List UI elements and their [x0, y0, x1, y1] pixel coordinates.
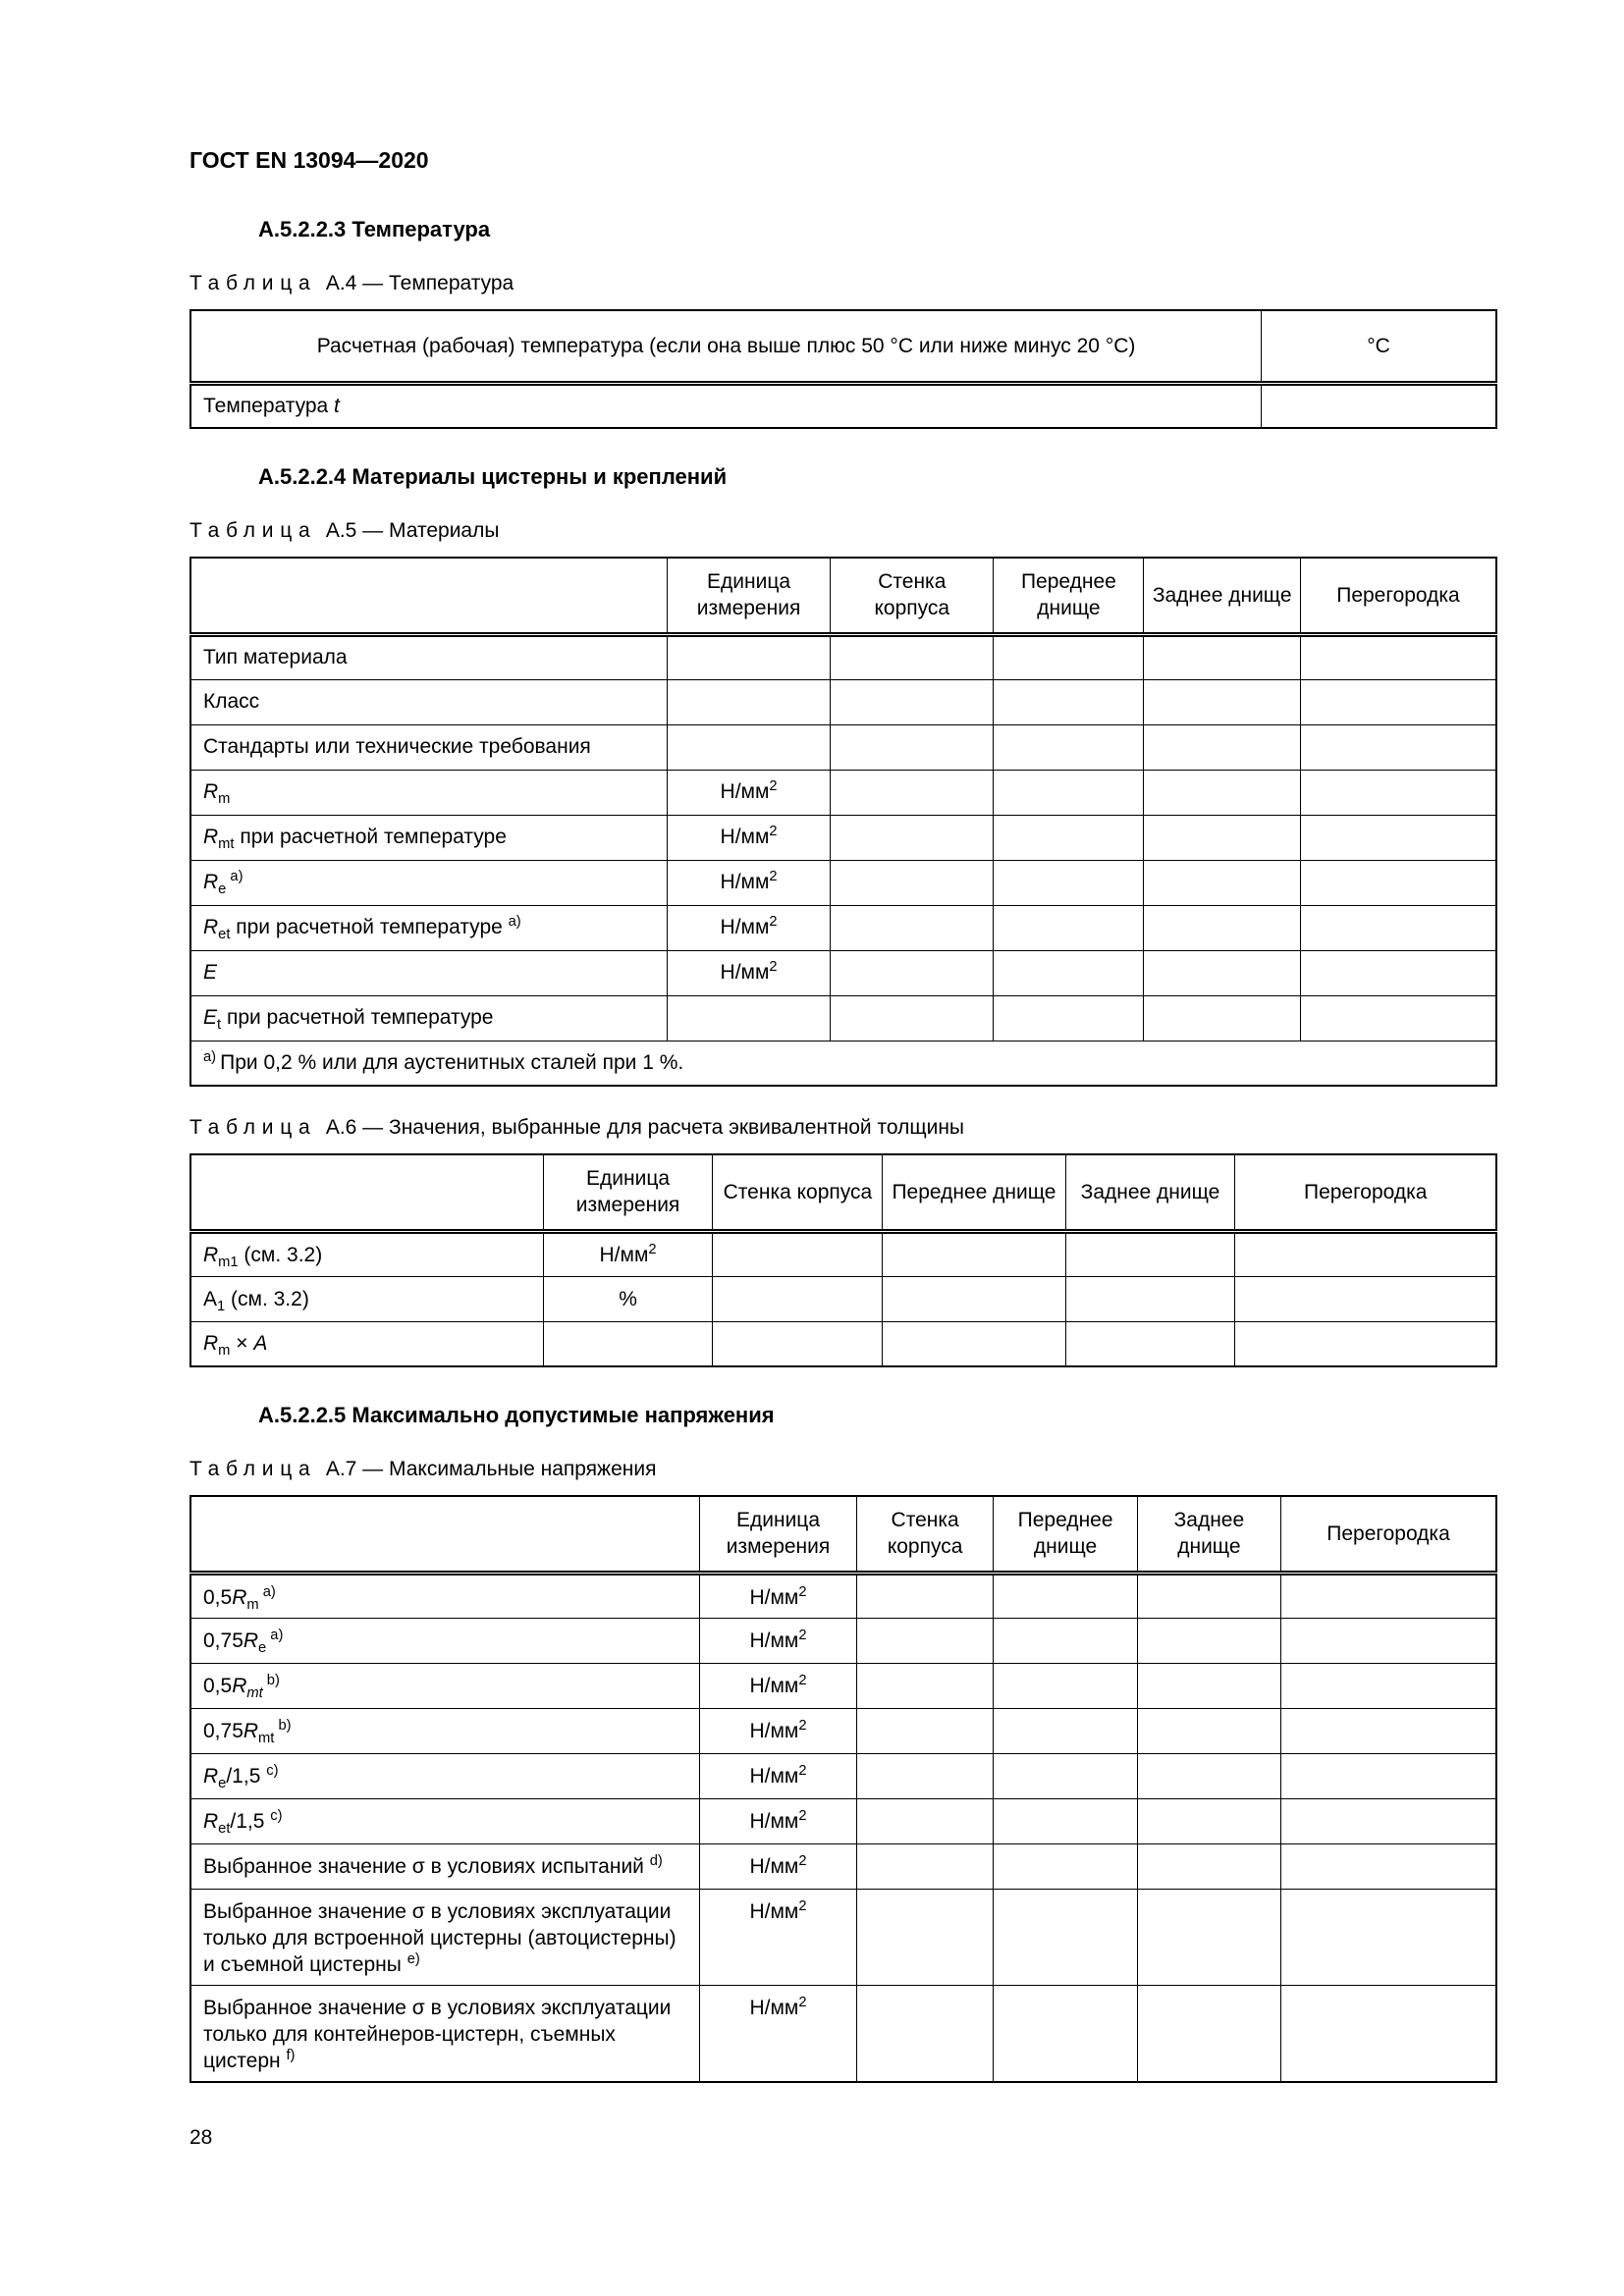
row-unit: $Н/мм^2$: [667, 860, 830, 905]
table-cell-empty: [856, 1708, 994, 1753]
page-number: 28: [189, 2125, 213, 2149]
table-cell-empty: [1137, 1889, 1280, 1985]
row-label: $R_m \times A$: [190, 1321, 543, 1366]
table-row: [190, 950, 1496, 995]
column-header: Перегородка: [1235, 1154, 1496, 1231]
row-unit: [667, 679, 830, 724]
table-cell-empty: [1281, 1985, 1496, 2081]
table-a6-caption: [189, 1116, 1497, 1140]
table-row: [190, 995, 1496, 1041]
table-footnote: $^{a)}$ При 0,2 % или для аустенитных сталей при 1 %.: [190, 1041, 1496, 1086]
row-label: E: [190, 950, 667, 995]
table-row: [190, 1231, 1496, 1276]
table-cell-empty: [1144, 634, 1301, 679]
column-header: Стенка корпуса: [713, 1154, 883, 1231]
table-cell-empty: [994, 634, 1144, 679]
row-label: $R_{m1}$ (см. 3.2): [190, 1231, 543, 1276]
table-cell-empty: [1262, 383, 1496, 428]
table-row: [190, 815, 1496, 860]
table-cell-empty: [994, 679, 1144, 724]
table-row: [190, 905, 1496, 950]
table-cell-empty: [1281, 1889, 1496, 1985]
column-header: Стенка корпуса: [831, 558, 994, 634]
table-cell-empty: [713, 1231, 883, 1276]
caption-label: Таблица: [189, 272, 317, 294]
table-cell-empty: [1300, 995, 1496, 1041]
row-label: $0,5R_m$ $^{a)}$: [190, 1573, 700, 1618]
table-row: [190, 1985, 1496, 2081]
table-cell-empty: [1144, 995, 1301, 1041]
table-cell-empty: [856, 1985, 994, 2081]
row-unit: $Н/мм^2$: [700, 1573, 857, 1618]
table-a4: [189, 309, 1497, 429]
table-header-row: [190, 558, 1496, 634]
row-label: $R_m$: [190, 770, 667, 815]
table-header-row: [190, 310, 1496, 383]
table-cell-empty: [1281, 1618, 1496, 1663]
row-label: $R_{mt}$ при расчетной температуре: [190, 815, 667, 860]
table-cell-empty: [1137, 1798, 1280, 1843]
table-cell-empty: [831, 815, 994, 860]
column-header: °С: [1262, 310, 1496, 383]
section-heading-a5225: А.5.2.2.5 Максимально допустимые напряжения: [258, 1403, 775, 1428]
row-unit: $Н/мм^2$: [543, 1231, 713, 1276]
table-cell-empty: [1144, 860, 1301, 905]
table-cell-empty: [831, 724, 994, 770]
table-footnote-row: [190, 1041, 1496, 1086]
row-label: $E_t$ при расчетной температуре: [190, 995, 667, 1041]
table-cell-empty: [1065, 1276, 1235, 1321]
table-row: [190, 1321, 1496, 1366]
table-cell-empty: [883, 1321, 1065, 1366]
table-row: [190, 770, 1496, 815]
table-cell-empty: [856, 1663, 994, 1708]
table-row: [190, 679, 1496, 724]
row-label: Тип материала: [190, 634, 667, 679]
table-cell-empty: [994, 905, 1144, 950]
table-cell-empty: [856, 1573, 994, 1618]
row-label: $R_e/1,5$ $^{c)}$: [190, 1753, 700, 1798]
row-unit: $Н/мм^2$: [700, 1618, 857, 1663]
section-heading-a5224: А.5.2.2.4 Материалы цистерны и креплений: [258, 464, 728, 489]
table-cell-empty: [994, 1843, 1137, 1889]
row-unit: [667, 995, 830, 1041]
table-cell-empty: [994, 1985, 1137, 2081]
table-cell-empty: [994, 995, 1144, 1041]
table-row: [190, 860, 1496, 905]
column-header: Заднее днище: [1137, 1496, 1280, 1573]
row-label: Выбранное значение σ в условиях испытаний $^{d)}$: [190, 1843, 700, 1889]
table-cell-empty: [994, 950, 1144, 995]
table-cell-empty: [1235, 1276, 1496, 1321]
table-a5-caption: [189, 519, 1497, 543]
table-cell-empty: [713, 1321, 883, 1366]
table-row: [190, 1843, 1496, 1889]
row-unit: $Н/мм^2$: [667, 905, 830, 950]
column-header: Переднее днище: [994, 558, 1144, 634]
table-cell-empty: [1300, 905, 1496, 950]
table-row: [190, 1708, 1496, 1753]
table-cell-empty: [831, 679, 994, 724]
table-cell-empty: [1137, 1663, 1280, 1708]
table-cell-empty: [994, 724, 1144, 770]
table-row: [190, 383, 1496, 428]
table-cell-empty: [1281, 1708, 1496, 1753]
table-cell-empty: [1281, 1573, 1496, 1618]
table-cell-empty: [1300, 679, 1496, 724]
row-unit: %: [543, 1276, 713, 1321]
table-cell-empty: [1137, 1985, 1280, 2081]
row-label: $0,75R_{mt}$ $^{b)}$: [190, 1708, 700, 1753]
table-row: [190, 1573, 1496, 1618]
table-cell-empty: [883, 1276, 1065, 1321]
table-cell-empty: [1137, 1843, 1280, 1889]
table-cell-empty: [1144, 724, 1301, 770]
table-cell-empty: [1300, 634, 1496, 679]
table-cell-empty: [1144, 905, 1301, 950]
column-header: Расчетная (рабочая) температура (если она выше плюс 50 °С или ниже минус 20 °С): [190, 310, 1262, 383]
table-row: [190, 1663, 1496, 1708]
caption-label: Таблица: [189, 1458, 317, 1481]
row-unit: $Н/мм^2$: [700, 1798, 857, 1843]
table-row: [190, 1753, 1496, 1798]
table-cell-empty: [1300, 950, 1496, 995]
table-cell-empty: [856, 1889, 994, 1985]
table-cell-empty: [831, 995, 994, 1041]
table-cell-empty: [1300, 860, 1496, 905]
table-cell-empty: [994, 1798, 1137, 1843]
table-cell-empty: [1137, 1573, 1280, 1618]
table-cell-empty: [1137, 1753, 1280, 1798]
column-header: [190, 558, 667, 634]
table-a7: [189, 1495, 1497, 2082]
table-cell-empty: [1144, 770, 1301, 815]
table-a6: [189, 1153, 1497, 1367]
table-cell-empty: [994, 815, 1144, 860]
column-header: Переднее днище: [883, 1154, 1065, 1231]
row-unit: $Н/мм^2$: [700, 1663, 857, 1708]
table-cell-empty: [1300, 815, 1496, 860]
table-header-row: [190, 1154, 1496, 1231]
table-cell-empty: [1137, 1618, 1280, 1663]
column-header: Перегородка: [1281, 1496, 1496, 1573]
table-cell-empty: [831, 634, 994, 679]
caption-text: А.7 — Максимальные напряжения: [325, 1458, 657, 1481]
table-cell-empty: [994, 1708, 1137, 1753]
table-cell-empty: [994, 1663, 1137, 1708]
row-unit: $Н/мм^2$: [700, 1753, 857, 1798]
row-label: Выбранное значение σ в условиях эксплуатации только для контейнеров-цистерн, съемных цистерн $^{f)}$: [190, 1985, 700, 2081]
row-unit: $Н/мм^2$: [667, 815, 830, 860]
column-header: [190, 1496, 700, 1573]
table-cell-empty: [831, 950, 994, 995]
column-header: Единица измерения: [667, 558, 830, 634]
table-cell-empty: [1281, 1753, 1496, 1798]
caption-text: А.4 — Температура: [325, 272, 514, 294]
table-cell-empty: [1144, 815, 1301, 860]
table-cell-empty: [1281, 1663, 1496, 1708]
column-header: [190, 1154, 543, 1231]
table-cell-empty: [994, 1618, 1137, 1663]
table-cell-empty: [831, 860, 994, 905]
row-label: Выбранное значение σ в условиях эксплуатации только для встроенной цистерны (автоцистерны) и съемной цистерны $^{e)}$: [190, 1889, 700, 1985]
table-row: [190, 724, 1496, 770]
column-header: Перегородка: [1300, 558, 1496, 634]
column-header: Переднее днище: [994, 1496, 1137, 1573]
section-heading-a5223: А.5.2.2.3 Температура: [258, 217, 491, 241]
row-unit: $Н/мм^2$: [667, 770, 830, 815]
table-row: [190, 1276, 1496, 1321]
document-header: ГОСТ EN 13094—2020: [189, 147, 429, 173]
row-label: Температура t: [190, 383, 1262, 428]
table-cell-empty: [1144, 679, 1301, 724]
table-cell-empty: [1281, 1798, 1496, 1843]
table-cell-empty: [831, 905, 994, 950]
row-unit: $Н/мм^2$: [700, 1843, 857, 1889]
row-label: Класс: [190, 679, 667, 724]
row-label: $0,5R_{mt}$ $^{b)}$: [190, 1663, 700, 1708]
table-cell-empty: [1235, 1321, 1496, 1366]
table-cell-empty: [994, 1753, 1137, 1798]
table-cell-empty: [856, 1618, 994, 1663]
table-cell-empty: [831, 770, 994, 815]
table-cell-empty: [994, 1573, 1137, 1618]
column-header: Единица измерения: [543, 1154, 713, 1231]
row-label: $R_{et}$ при расчетной температуре $^{a)}$: [190, 905, 667, 950]
row-unit: $Н/мм^2$: [700, 1708, 857, 1753]
row-unit: [543, 1321, 713, 1366]
table-cell-empty: [994, 1889, 1137, 1985]
table-a5: [189, 557, 1497, 1087]
table-cell-empty: [1281, 1843, 1496, 1889]
table-row: [190, 1889, 1496, 1985]
row-label: $0,75R_e$ $^{a)}$: [190, 1618, 700, 1663]
table-cell-empty: [1144, 950, 1301, 995]
table-row: [190, 1798, 1496, 1843]
table-cell-empty: [1137, 1708, 1280, 1753]
row-label: $А_1$ (см. 3.2): [190, 1276, 543, 1321]
table-cell-empty: [856, 1753, 994, 1798]
row-unit: $Н/мм^2$: [700, 1889, 857, 1985]
table-header-row: [190, 1496, 1496, 1573]
table-cell-empty: [883, 1231, 1065, 1276]
table-row: [190, 634, 1496, 679]
column-header: Заднее днище: [1144, 558, 1301, 634]
row-unit: $Н/мм^2$: [667, 950, 830, 995]
column-header: Единица измерения: [700, 1496, 857, 1573]
table-cell-empty: [994, 860, 1144, 905]
table-a4-caption: [189, 272, 1497, 295]
table-cell-empty: [856, 1843, 994, 1889]
caption-text: А.5 — Материалы: [325, 519, 500, 542]
caption-label: Таблица: [189, 1116, 317, 1140]
row-label: $R_{et}/1,5$ $^{c)}$: [190, 1798, 700, 1843]
column-header: Стенка корпуса: [856, 1496, 994, 1573]
caption-text: А.6 — Значения, выбранные для расчета эквивалентной толщины: [325, 1116, 965, 1140]
table-cell-empty: [994, 770, 1144, 815]
table-cell-empty: [1300, 770, 1496, 815]
table-cell-empty: [856, 1798, 994, 1843]
table-cell-empty: [1065, 1231, 1235, 1276]
table-cell-empty: [1065, 1321, 1235, 1366]
row-unit: $Н/мм^2$: [700, 1985, 857, 2081]
caption-label: Таблица: [189, 519, 317, 542]
table-cell-empty: [1235, 1231, 1496, 1276]
table-a7-caption: [189, 1458, 1497, 1481]
row-unit: [667, 634, 830, 679]
column-header: Заднее днище: [1065, 1154, 1235, 1231]
row-label: $R_e$ $^{a)}$: [190, 860, 667, 905]
table-row: [190, 1618, 1496, 1663]
row-unit: [667, 724, 830, 770]
table-cell-empty: [713, 1276, 883, 1321]
table-cell-empty: [1300, 724, 1496, 770]
row-label: Стандарты или технические требования: [190, 724, 667, 770]
